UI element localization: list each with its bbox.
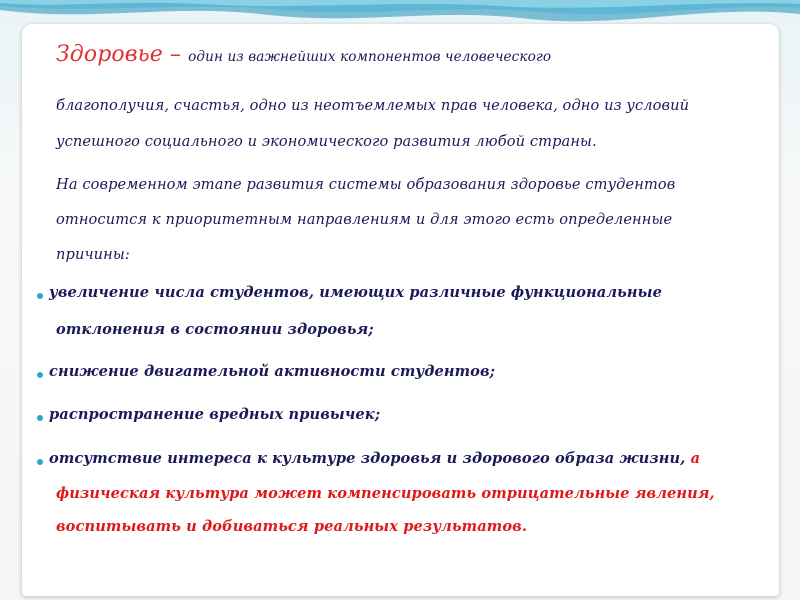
bullet-4-line-3: воспитывать и добиваться реальных результатов.	[56, 518, 528, 535]
bullet-4-text: отсутствие интереса к культуре здоровья и здорового образа жизни,	[49, 450, 691, 467]
bullet-1-line-1: увеличение числа студентов, имеющих различные функциональные	[49, 284, 662, 301]
para2-line-3: причины:	[56, 246, 130, 263]
intro-line-2: благополучия, счастья, одно из неотъемлемых прав человека, одно из условий	[56, 97, 690, 114]
title-word: Здоровье	[56, 42, 163, 67]
para2-line-2: относится к приоритетным направлениям и для этого есть определенные	[56, 211, 673, 228]
bullet-1-line-2: отклонения в состоянии здоровья;	[56, 321, 374, 338]
intro-line-3: успешного социального и экономического развития любой страны.	[56, 133, 597, 150]
bullet-dot-4	[37, 459, 43, 465]
title-line	[56, 42, 551, 67]
bullet-3: распространение вредных привычек;	[49, 406, 381, 423]
bullet-4-line-2: физическая культура может компенсировать отрицательные явления,	[56, 485, 715, 502]
para2-line-1: На современном этапе развития системы образования здоровье студентов	[56, 176, 676, 193]
title-dash: –	[162, 42, 189, 67]
bullet-dot-3	[37, 415, 43, 421]
bullet-dot-2	[37, 372, 43, 378]
title-rest: один из важнейших компонентов человеческого	[188, 49, 552, 65]
bullet-4-conjunction: а	[690, 450, 701, 467]
bullet-dot-1	[37, 293, 43, 299]
bullet-4-line-1	[49, 450, 700, 467]
bullet-2: снижение двигательной активности студентов;	[49, 363, 496, 380]
